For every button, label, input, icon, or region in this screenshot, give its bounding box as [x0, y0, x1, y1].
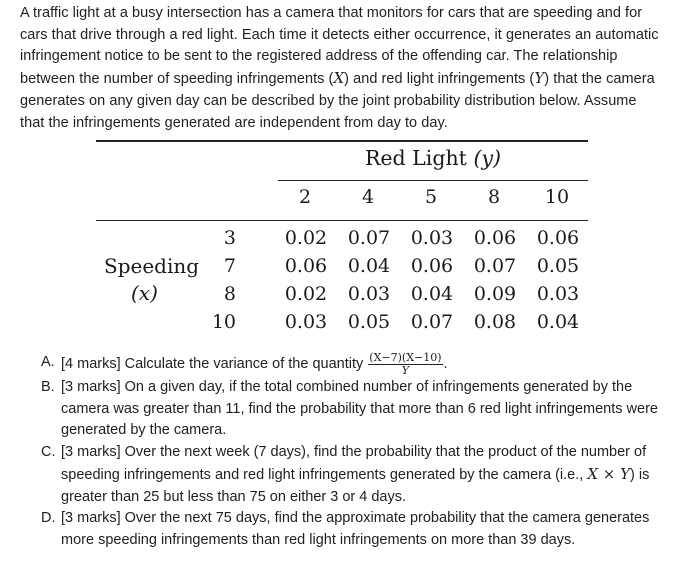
prob-cell: 0.07: [410, 311, 454, 333]
speeding-var: (x): [131, 281, 158, 305]
prob-cell: 0.03: [284, 311, 328, 333]
x-value: 8: [223, 283, 236, 305]
prob-cell: 0.04: [410, 283, 454, 305]
x-value: 3: [223, 227, 236, 249]
var-y: Y: [534, 69, 545, 88]
header-rule: [278, 180, 588, 181]
prob-cell: 0.02: [284, 283, 328, 305]
prob-cell: 0.06: [284, 255, 328, 277]
question-text: [3 marks] Over the next week (7 days), find the probability that the product of the number of speeding infringements and red light infringements generated by the camera (i.e.,: [61, 444, 647, 483]
x-value: 7: [223, 255, 236, 277]
y-value: 8: [487, 186, 501, 208]
var-x: X: [333, 69, 345, 88]
variance-fraction: [368, 352, 442, 377]
prob-cell: 0.03: [410, 227, 454, 249]
red-light-var: (y): [473, 146, 502, 170]
prob-cell: 0.05: [347, 311, 391, 333]
prob-cell: 0.04: [347, 255, 391, 277]
prob-cell: 0.06: [473, 227, 517, 249]
question-text: [4 marks] Calculate the variance of the quantity: [61, 356, 364, 372]
intro-text-3: ) that the camera generates on any given day can be described by the joint probability distribution below. Assume that the infringements generated are independent from day to day.: [20, 71, 655, 131]
question-letter: C.: [41, 444, 56, 461]
column-header-rule: [96, 220, 588, 221]
question-letter: B.: [41, 379, 55, 395]
question-list: [41, 352, 661, 552]
question-b: [41, 377, 661, 442]
fraction-numerator: (X−7)(X−10): [369, 351, 442, 364]
question-letter: D.: [41, 510, 56, 527]
question-c: C. [3 marks] Over the next week (7 days), find the probability that the product of the number of speeding infringements and red light infringements generated by the camera (i.e., X × Y) is greater than 25 but less than 75 on either 3 or 4 days.: [41, 444, 650, 505]
question-d: [41, 508, 661, 551]
fraction-denominator: Y: [401, 364, 410, 377]
question-text: [3 marks] On a given day, if the total combined number of infringements generated by the camera was greater than 11, find the probability that more than 6 red light infringements were generated by the camera.: [61, 379, 658, 439]
table-top-rule: [96, 140, 588, 142]
problem-intro: [20, 3, 660, 134]
y-value: 2: [298, 186, 312, 208]
intro-text-1: A traffic light at a busy intersection has a camera that monitors for cars that are speeding and for cars that drive through a red light. Each time it detects either occurrence, it generates an automatic infringement notice to be sent to the registered address of the offending car. The relationship between the number of speeding infringements (: [20, 5, 659, 88]
y-value: 10: [544, 186, 570, 208]
joint-probability-table: [96, 140, 588, 336]
red-light-header: Red Light (y): [364, 146, 502, 170]
question-letter: A.: [41, 354, 55, 370]
prob-cell: 0.09: [473, 283, 517, 305]
y-value: 5: [424, 186, 438, 208]
y-value: 4: [361, 186, 375, 208]
prob-cell: 0.07: [347, 227, 391, 249]
prob-cell: 0.07: [473, 255, 517, 277]
prob-cell: 0.06: [410, 255, 454, 277]
prob-cell: 0.04: [536, 311, 580, 333]
x-value: 10: [211, 311, 236, 333]
prob-cell: 0.03: [536, 283, 580, 305]
question-text: [3 marks] Over the next 75 days, find the approximate probability that the camera generates more speeding infringements than red light infringements on more than 39 days.: [61, 510, 650, 548]
prob-cell: 0.08: [473, 311, 517, 333]
product-expression: X × Y: [587, 464, 631, 483]
question-a: A. [4 marks] Calculate the variance of the quantity $\frac{(X-7)(X-10)}{Y}$ .: [41, 351, 448, 377]
speeding-header: Speeding: [104, 254, 200, 278]
intro-text-2: ) and red light infringements (: [344, 71, 535, 88]
prob-cell: 0.06: [536, 227, 580, 249]
prob-cell: 0.03: [347, 283, 391, 305]
prob-cell: 0.05: [536, 255, 580, 277]
prob-cell: 0.02: [284, 227, 328, 249]
